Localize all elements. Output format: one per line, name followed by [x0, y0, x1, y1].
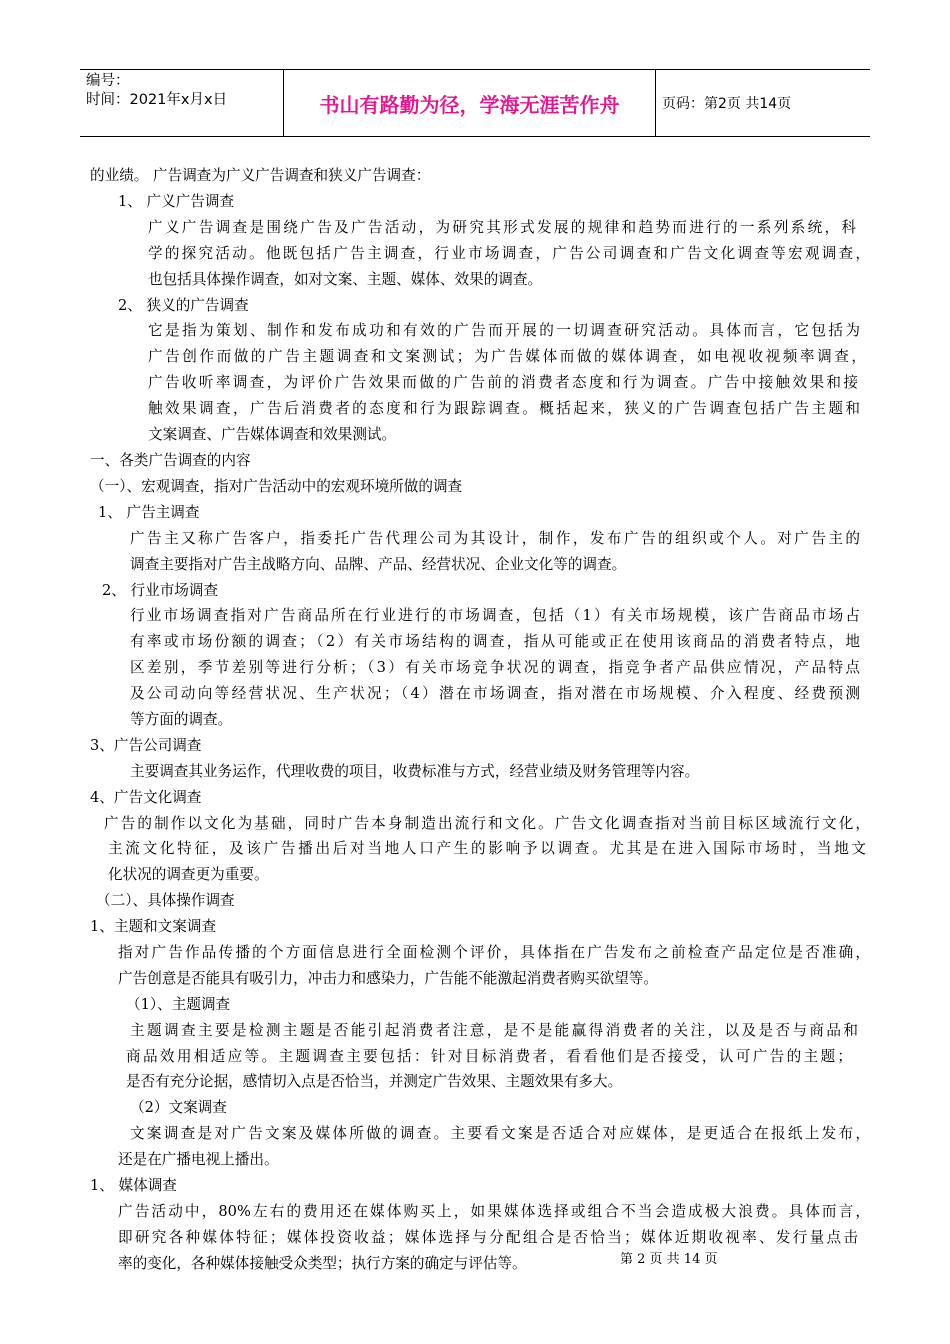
heading-line: 2、 狭义的广告调查 [118, 297, 249, 314]
text-line: 即研究各种媒体特征；媒体投资收益；媒体选择与分配组合是否恰当；媒体近期收视率、发行量点击 [118, 1229, 858, 1246]
heading-line: （2）文案调查 [130, 1099, 227, 1116]
document-date-label: 时间：2021年x月x日 [86, 92, 228, 108]
text-line: 广告收听率调查，为评价广告效果而做的广告前的消费者态度和行为调查。广告中接触效果和接 [148, 374, 858, 391]
heading-line: （一）、宏观调查，指对广告活动中的宏观环境所做的调查 [90, 478, 463, 495]
text-line: 有率或市场份额的调查；（2）有关市场结构的调查，指从可能或正在使用该商品的消费者特点，地 [130, 633, 860, 650]
heading-line: 3、广告公司调查 [90, 737, 202, 754]
text-line: 等方面的调查。 [130, 711, 233, 728]
heading-line: 2、 行业市场调查 [102, 582, 219, 599]
text-line: 主题调查主要是检测主题是否能引起消费者注意，是不是能赢得消费者的关注，以及是否与商品和 [130, 1022, 858, 1039]
heading-line: 1、 广告主调查 [98, 504, 200, 521]
text-line: 化状况的调查更为重要。 [108, 866, 269, 883]
text-line: 广告创作而做的广告主题调查和文案测试；为广告媒体而做的媒体调查，如电视收视频率调查， [148, 348, 866, 365]
header-meta [80, 70, 284, 136]
heading-line: 4、广告文化调查 [90, 789, 202, 806]
page-footer: 第 2 页 共 14 页 [620, 1252, 718, 1267]
text-line: 的业绩。 广告调查为广义广告调查和狭义广告调查： [90, 167, 431, 184]
text-line: 广告活动中，80%左右的费用还在媒体购买上，如果媒体选择或组合不当会造成极大浪费。具体而言， [118, 1203, 870, 1220]
page-header [80, 69, 870, 137]
text-line: 区差别，季节差别等进行分析；（3）有关市场竞争状况的调查，指竞争者产品供应情况，产品特点 [130, 659, 860, 676]
text-line: 文案调查是对广告文案及媒体所做的调查。主要看文案是否适合对应媒体，是更适合在报纸上发布， [130, 1125, 870, 1142]
heading-line: 1、 媒体调查 [90, 1177, 177, 1194]
text-line: 率的变化，各种媒体接触受众类型；执行方案的确定与评估等。 [118, 1255, 527, 1272]
text-line: 还是在广播电视上播出。 [118, 1151, 279, 1168]
text-line: 行业市场调查指对广告商品所在行业进行的市场调查，包括（1）有关市场规模，该广告商品市场占 [130, 607, 860, 624]
text-line: 广告主又称广告客户，指委托广告代理公司为其设计，制作，发布广告的组织或个人。对广告主的 [130, 530, 860, 547]
heading-line: （二）、具体操作调查 [96, 892, 235, 909]
heading-line: 一、各类广告调查的内容 [90, 452, 251, 469]
text-line: 它是指为策划、制作和发布成功和有效的广告而开展的一切调查研究活动。具体而言，它包括为 [148, 322, 860, 339]
text-line: 触效果调查，广告后消费者的态度和行为跟踪调查。概括起来，狭义的广告调查包括广告主题和 [148, 400, 860, 417]
text-line: 文案调查、广告媒体调查和效果测试。 [148, 426, 397, 443]
heading-line: （1）、主题调查 [126, 996, 231, 1013]
text-line: 广告的制作以文化为基础，同时广告本身制造出流行和文化。广告文化调查指对当前目标区域流行文化， [104, 815, 870, 832]
text-line: 主流文化特征，及该广告播出后对当地人口产生的影响予以调查。尤其是在进入国际市场时，当地文 [108, 840, 866, 857]
text-line: 学的探究活动。他既包括广告主调查，行业市场调查，广告公司调查和广告文化调查等宏观调查， [148, 245, 870, 262]
text-line: 广告创意是否能具有吸引力，冲击力和感染力，广告能不能激起消费者购买欲望等。 [118, 970, 658, 987]
text-line: 指对广告作品传播的个方面信息进行全面检测个评价，具体指在广告发布之前检查产品定位是否准确， [118, 944, 870, 961]
heading-line: 1、主题和文案调查 [90, 918, 217, 935]
header-page-info: 页码：第2页 共14页 [662, 96, 792, 112]
header-motto: 书山有路勤为径，学海无涯苦作舟 [284, 70, 656, 136]
document-number-label: 编号： [86, 73, 130, 89]
text-line: 是否有充分论据，感情切入点是否恰当，并测定广告效果、主题效果有多大。 [126, 1073, 623, 1090]
text-line: 商品效用相适应等。主题调查主要包括：针对目标消费者，看看他们是否接受，认可广告的主题； [126, 1048, 852, 1065]
text-line: 调查主要指对广告主战略方向、品牌、产品、经营状况、企业文化等的调查。 [130, 556, 627, 573]
text-line: 及公司动向等经营状况、生产状况；（4）潜在市场调查，指对潜在市场规模、介入程度、经费预测 [130, 685, 860, 702]
text-line: 主要调查其业务运作，代理收费的项目，收费标准与方式，经营业绩及财务管理等内容。 [130, 763, 700, 780]
text-line: 广义广告调查是围绕广告及广告活动，为研究其形式发展的规律和趋势而进行的一系列系统，科 [148, 219, 856, 236]
text-line: 也包括具体操作调查，如对文案、主题、媒体、效果的调查。 [148, 271, 543, 288]
heading-line: 1、 广义广告调查 [118, 193, 235, 210]
